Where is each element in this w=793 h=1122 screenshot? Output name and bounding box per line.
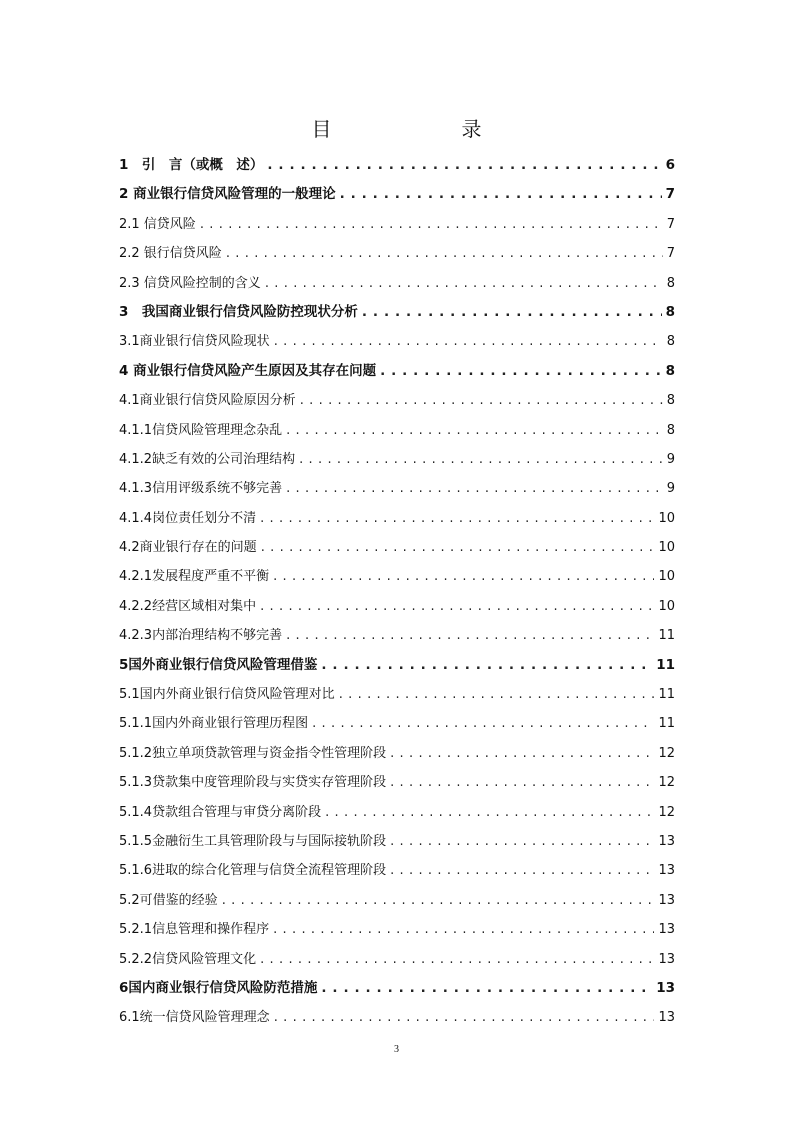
toc-entry-label: 5.2.1信息管理和操作程序: [119, 922, 270, 938]
toc-entry[interactable]: [119, 533, 675, 562]
toc-entry-label: 4.2.1发展程度严重不平衡: [119, 569, 270, 585]
toc-entry-page: 8: [666, 334, 675, 350]
toc-entry-page: 9: [666, 481, 675, 497]
toc-entry[interactable]: [119, 416, 675, 445]
toc-entry-label: 4.1.4岗位责任划分不清: [119, 510, 257, 526]
toc-entry-page: 8: [666, 275, 675, 291]
toc-dot-leader: [390, 856, 654, 885]
toc-dot-leader: [222, 886, 655, 915]
toc-entry-page: 9: [666, 451, 675, 467]
toc-entry-page: 11: [658, 716, 675, 732]
toc-entry[interactable]: [119, 680, 675, 709]
toc-dot-leader: [260, 504, 654, 533]
toc-dot-leader: [265, 269, 663, 298]
toc-entry-page: 11: [656, 656, 675, 673]
toc-entry[interactable]: [119, 651, 675, 680]
toc-dot-leader: [390, 827, 654, 856]
toc-dot-leader: [267, 151, 661, 180]
toc-entry-label: 4.1商业银行信贷风险原因分析: [119, 393, 296, 409]
toc-dot-leader: [380, 357, 662, 386]
toc-entry-label: 6国内商业银行信贷风险防范措施: [119, 979, 318, 996]
toc-dot-leader: [362, 298, 662, 327]
toc-entry-label: 5.1.6进取的综合化管理与信贷全流程管理阶段: [119, 863, 387, 879]
toc-entry-label: 5.2可借鉴的经验: [119, 892, 218, 908]
page-title: 目 录: [311, 117, 512, 142]
toc-dot-leader: [260, 945, 654, 974]
toc-entry-label: 3 我国商业银行信贷风险防控现状分析: [119, 303, 358, 320]
toc-entry[interactable]: [119, 474, 675, 503]
toc-dot-leader: [286, 621, 654, 650]
toc-dot-leader: [321, 651, 652, 680]
toc-entry-page: 13: [658, 951, 675, 967]
toc-entry-page: 12: [658, 745, 675, 761]
toc-dot-leader: [274, 327, 663, 356]
toc-entry-label: 2.3 信贷风险控制的含义: [119, 275, 261, 291]
toc-entry-label: 2.1 信贷风险: [119, 216, 196, 232]
toc-entry[interactable]: [119, 504, 675, 533]
toc-dot-leader: [390, 768, 654, 797]
toc-dot-leader: [340, 180, 662, 209]
toc-dot-leader: [200, 210, 663, 239]
toc-entry-page: 10: [658, 540, 675, 556]
toc-dot-leader: [261, 533, 655, 562]
toc-entry-page: 12: [658, 804, 675, 820]
toc-entry[interactable]: [119, 327, 675, 356]
toc-entry-page: 13: [658, 1010, 675, 1026]
toc-entry-page: 10: [658, 569, 675, 585]
toc-entry[interactable]: [119, 709, 675, 738]
toc-dot-leader: [286, 416, 663, 445]
toc-entry-page: 8: [665, 362, 675, 379]
toc-entry-page: 13: [658, 922, 675, 938]
toc-entry[interactable]: [119, 562, 675, 591]
toc-entry-page: 7: [666, 246, 675, 262]
toc-entry-page: 8: [665, 303, 675, 320]
toc-dot-leader: [321, 974, 652, 1003]
toc-entry[interactable]: [119, 239, 675, 268]
toc-entry-label: 4.1.1信贷风险管理理念杂乱: [119, 422, 283, 438]
toc-entry[interactable]: [119, 974, 675, 1003]
toc-entry-label: 1 引 言（或概 述）: [119, 157, 264, 173]
toc-entry[interactable]: [119, 180, 675, 209]
toc-entry[interactable]: [119, 151, 675, 180]
toc-entry-page: 8: [666, 422, 675, 438]
toc-dot-leader: [226, 239, 663, 268]
toc-entry-label: 5.1.1国内外商业银行管理历程图: [119, 716, 309, 732]
toc-entry[interactable]: [119, 915, 675, 944]
toc-entry[interactable]: [119, 210, 675, 239]
toc-entry-page: 13: [658, 863, 675, 879]
toc-dot-leader: [390, 739, 654, 768]
toc-entry-label: 5.1国内外商业银行信贷风险管理对比: [119, 687, 335, 703]
toc-entry-page: 11: [658, 628, 675, 644]
toc-entry-page: 11: [658, 687, 675, 703]
toc-entry[interactable]: [119, 798, 675, 827]
toc-dot-leader: [286, 474, 663, 503]
toc-entry-page: 13: [658, 833, 675, 849]
toc-dot-leader: [273, 562, 654, 591]
toc-entry-label: 2 商业银行信贷风险管理的一般理论: [119, 186, 336, 203]
toc-entry-label: 5国外商业银行信贷风险管理借鉴: [119, 656, 318, 673]
toc-entry-label: 4.2.3内部治理结构不够完善: [119, 628, 283, 644]
page-number: 3: [394, 1044, 399, 1055]
toc-entry[interactable]: [119, 886, 675, 915]
toc-dot-leader: [299, 445, 663, 474]
toc-entry-page: 10: [658, 510, 675, 526]
toc-entry-page: 6: [665, 157, 675, 173]
toc-entry-label: 4.2.2经营区域相对集中: [119, 598, 257, 614]
toc-entry[interactable]: [119, 298, 675, 327]
toc-entry[interactable]: [119, 768, 675, 797]
toc-entry[interactable]: [119, 445, 675, 474]
toc-entry-label: 4.1.3信用评级系统不够完善: [119, 481, 283, 497]
toc-entry[interactable]: [119, 945, 675, 974]
toc-dot-leader: [273, 915, 654, 944]
toc-entry-page: 7: [666, 216, 675, 232]
toc-entry-page: 7: [665, 186, 675, 203]
toc-entry-label: 5.1.3贷款集中度管理阶段与实贷实存管理阶段: [119, 775, 387, 791]
table-of-contents: [119, 151, 675, 1033]
toc-entry-label: 4.1.2缺乏有效的公司治理结构: [119, 451, 296, 467]
toc-entry[interactable]: [119, 739, 675, 768]
toc-entry-label: 2.2 银行信贷风险: [119, 246, 222, 262]
toc-entry-page: 10: [658, 598, 675, 614]
toc-entry-label: 5.1.4贷款组合管理与审贷分离阶段: [119, 804, 322, 820]
toc-entry[interactable]: [119, 856, 675, 885]
toc-dot-leader: [325, 798, 654, 827]
toc-entry-page: 13: [656, 979, 675, 996]
toc-entry[interactable]: [119, 357, 675, 386]
toc-dot-leader: [260, 592, 654, 621]
toc-dot-leader: [312, 709, 654, 738]
toc-entry-label: 4 商业银行信贷风险产生原因及其存在问题: [119, 362, 377, 379]
toc-entry-label: 3.1商业银行信贷风险现状: [119, 334, 270, 350]
toc-entry-label: 5.2.2信贷风险管理文化: [119, 951, 257, 967]
toc-dot-leader: [300, 386, 663, 415]
toc-entry-label: 6.1统一信贷风险管理理念: [119, 1010, 270, 1026]
toc-entry-page: 12: [658, 775, 675, 791]
toc-entry-label: 4.2商业银行存在的问题: [119, 540, 257, 556]
toc-entry[interactable]: [119, 827, 675, 856]
toc-dot-leader: [339, 680, 655, 709]
toc-entry-page: 8: [666, 393, 675, 409]
toc-entry-label: 5.1.2独立单项贷款管理与资金指令性管理阶段: [119, 745, 387, 761]
toc-entry[interactable]: [119, 1003, 675, 1032]
toc-entry[interactable]: [119, 269, 675, 298]
toc-entry-page: 13: [658, 892, 675, 908]
toc-entry[interactable]: [119, 621, 675, 650]
toc-entry[interactable]: [119, 592, 675, 621]
toc-dot-leader: [274, 1003, 655, 1032]
toc-entry[interactable]: [119, 386, 675, 415]
toc-entry-label: 5.1.5金融衍生工具管理阶段与与国际接轨阶段: [119, 833, 387, 849]
